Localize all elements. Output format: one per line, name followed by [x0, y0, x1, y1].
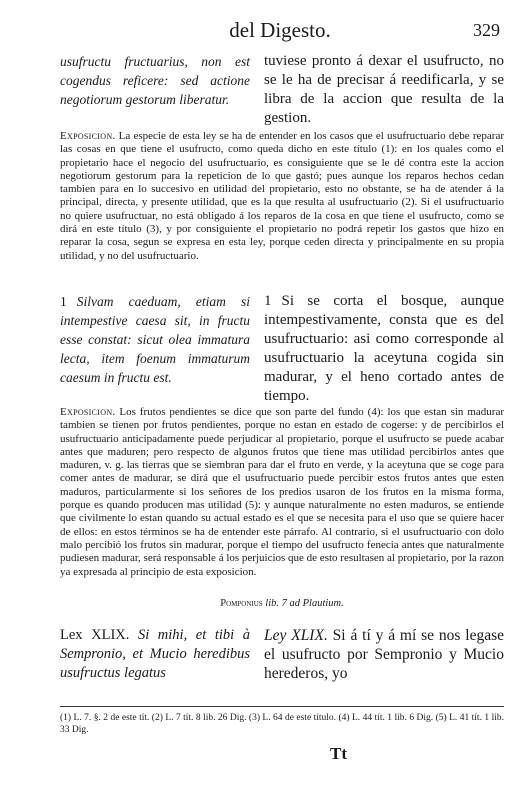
- spanish-text: [264, 626, 504, 683]
- latin-text: [60, 292, 250, 406]
- spanish-paragraph: Si se corta el bosque, aunque intempestivamente, consta que es del usufructuario: asi como corresponde al usufructuario la aceytuna cogida sin madurar, y el heno cortado antes de tiempo.: [264, 293, 504, 404]
- spanish-paragraph: Si á tí y á mí se nos legase el usufructo por Sempronio y Mucio herederos, yo: [264, 627, 504, 682]
- paragraph-1-block: [60, 292, 504, 406]
- spanish-text: tuviese pronto á dexar el usufructo, no se le ha de precisar á reedificarla, y se libra de la accion que resulta de la gestion.: [264, 53, 504, 126]
- exposition-label: Exposicion.: [60, 406, 116, 418]
- paragraph-number: 1: [264, 293, 272, 309]
- law-continuation-block: [60, 52, 504, 128]
- page-header: [60, 18, 500, 44]
- exposition-paragraph: [60, 130, 504, 263]
- paragraph-number: 1: [60, 294, 67, 309]
- footnotes: (1) L. 7. §. 2 de este tít. (2) L. 7 tít. 8 lib. 26 Dig. (3) L. 64 de este título. (4) L. 44 tít. 1 lib. 6 Dig. (5) L. 41 tít. 1 lib. 33 Dig.: [60, 713, 504, 735]
- spanish-text: [264, 292, 504, 406]
- page-number: 329: [473, 20, 500, 40]
- law-heading: Ley XLIX.: [264, 627, 328, 644]
- latin-text: [60, 626, 250, 683]
- jurist-name: Pomponius: [220, 598, 263, 609]
- exposition-text: Los frutos pendientes se dice que son parte del fundo (4): los que estan sin madurar tambien se tienen por frutos pendientes, porque no estan en estado de cogerse: y de percibirlos el usufructuario anticipadamente puede perjudicar al propietario, porque el usufructo se puede acabar antes que maduren; pero respecto de algunos frutos que tiene mas utilidad percibirlos antes que maduren, v. g. las tierras que se siembran para dar el fruto en verde, y la aceytuna que se coge para comer antes de madurar, se dirá que el usufructuario puede percibir estos frutos antes que esten maduros, particularmente si los señores de los predios usaron de los frutos en la misma forma, porque es quando producen mas utilidad (5): y aunque naturalmente no esten maduros, se entiende que civilmente lo estan quando su actual estado es el que se necesita para el uso que se quiere hacer de ellos: en estos términos se ha de entender este párrafo. Al contrario, si el usufructuario con dolo malo percibió los frutos sin madurar, porque el tiempo del usufructo fenecia antes que naturalmente pudiesen madurar, será responsable á los perjuicios que de esto resultasen al propietario, por la razon ya expresada al principio de esta exposicion.: [60, 406, 505, 578]
- law-49-block: [60, 626, 504, 683]
- source-reference: lib. 7 ad Plautium.: [265, 598, 344, 609]
- exposition-label: Exposicion.: [60, 130, 116, 142]
- exposition-paragraph: [60, 406, 504, 579]
- exposition-text: La especie de esta ley se ha de entender en los casos que el usufructuario debe reparar las cosas en que tiene el usufructo, como queda dicho en este título (1): en los quales como el propietario hace el negocio del usufructuario, es consiguiente que se le dé contra este la accion negotiorum gestorum para la repeticion de lo que gastó; pues aunque los reparos hechos cedan tambien para en lo succesivo en utilidad del propietario, esto no obstante, se ha de atender á la principal, directa, y presente utilidad, que es la que resulta al usufructuario (2). Si el usufructuario no quiere usufructuar, no está obligado á los reparos de la cosa en que tiene el usufructo, como se dirá en este título (3), y por consiguiente el propietario no podrá repetir los gastos que hizo en reparar la cosa, segun se expresa en esta ley, porque ceden directa y principalmente en su propia utilidad, y no del usufructuario.: [60, 130, 504, 262]
- footnote-divider: [60, 706, 504, 707]
- source-attribution: [60, 598, 504, 609]
- latin-text: usufructu fructuarius, non est cogendus reficere: sed actione negotiorum gestorum liberatur.: [60, 54, 250, 107]
- latin-paragraph: Si mihi, et tibi à Sempronio, et Mucio heredibus usufructus legatus: [60, 627, 250, 681]
- signature-mark: Tt: [330, 744, 347, 763]
- latin-paragraph: Silvam caeduam, etiam si intempestive caesa sit, in fructu esse constat: sicut olea immatura lecta, item foenum immaturum caesum in fructu est.: [60, 294, 250, 385]
- running-title: del Digesto.: [229, 18, 331, 42]
- law-heading: Lex XLIX.: [60, 627, 130, 643]
